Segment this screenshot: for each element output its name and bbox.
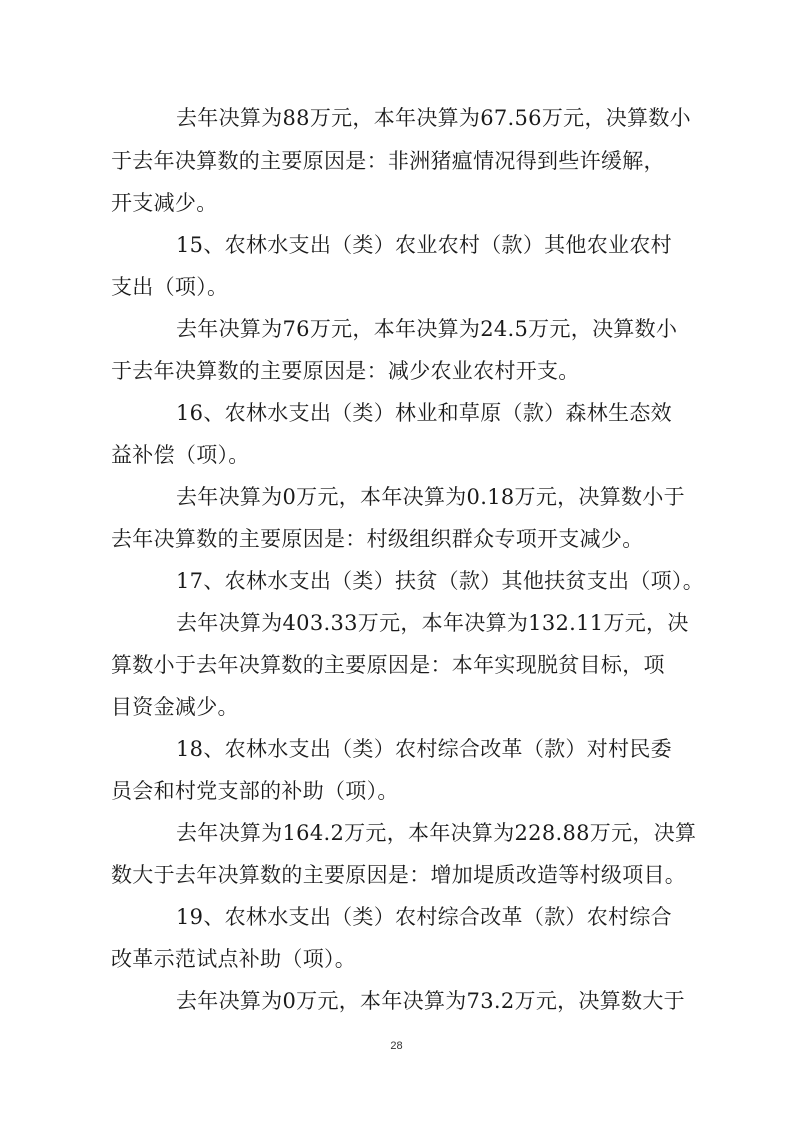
section-heading-line: 16、农林水支出（类）林业和草原（款）森林生态效 bbox=[176, 401, 672, 425]
paragraph-line: 于去年决算数的主要原因是：非洲猪瘟情况得到些许缓解， bbox=[111, 149, 665, 173]
paragraph-line: 去年决算为76万元，本年决算为24.5万元，决算数小 bbox=[176, 317, 678, 341]
section-heading-line: 改革示范试点补助（项）。 bbox=[111, 947, 357, 971]
section-heading-line: 员会和村党支部的补助（项）。 bbox=[111, 779, 399, 803]
paragraph-line: 去年决算为164.2万元，本年决算为228.88万元，决算 bbox=[176, 821, 697, 845]
paragraph-line: 数大于去年决算数的主要原因是：增加堤质改造等村级项目。 bbox=[111, 863, 687, 887]
paragraph-line: 去年决算为0万元，本年决算为73.2万元，决算数大于 bbox=[176, 989, 685, 1013]
paragraph-line: 开支减少。 bbox=[111, 191, 218, 215]
section-heading-line: 18、农林水支出（类）农村综合改革（款）对村民委 bbox=[176, 737, 672, 761]
section-heading-line: 15、农林水支出（类）农业农村（款）其他农业农村 bbox=[176, 233, 672, 257]
section-heading-line: 支出（项）。 bbox=[111, 275, 229, 299]
page-number: 28 bbox=[390, 1040, 403, 1052]
paragraph-line: 目资金减少。 bbox=[111, 695, 239, 719]
paragraph-line: 去年决算数的主要原因是：村级组织群众专项开支减少。 bbox=[111, 527, 644, 551]
section-heading-line: 17、农林水支出（类）扶贫（款）其他扶贫支出（项）。 bbox=[176, 569, 705, 593]
section-heading-line: 益补偿（项）。 bbox=[111, 443, 250, 467]
paragraph-line: 算数小于去年决算数的主要原因是：本年实现脱贫目标，项 bbox=[111, 653, 665, 677]
paragraph-line: 于去年决算数的主要原因是：减少农业农村开支。 bbox=[111, 359, 580, 383]
paragraph-line: 去年决算为0万元，本年决算为0.18万元，决算数小于 bbox=[176, 485, 685, 509]
section-heading-line: 19、农林水支出（类）农村综合改革（款）农村综合 bbox=[176, 905, 672, 929]
paragraph-line: 去年决算为403.33万元，本年决算为132.11万元，决 bbox=[176, 611, 689, 635]
paragraph-line: 去年决算为88万元，本年决算为67.56万元，决算数小 bbox=[176, 106, 691, 130]
